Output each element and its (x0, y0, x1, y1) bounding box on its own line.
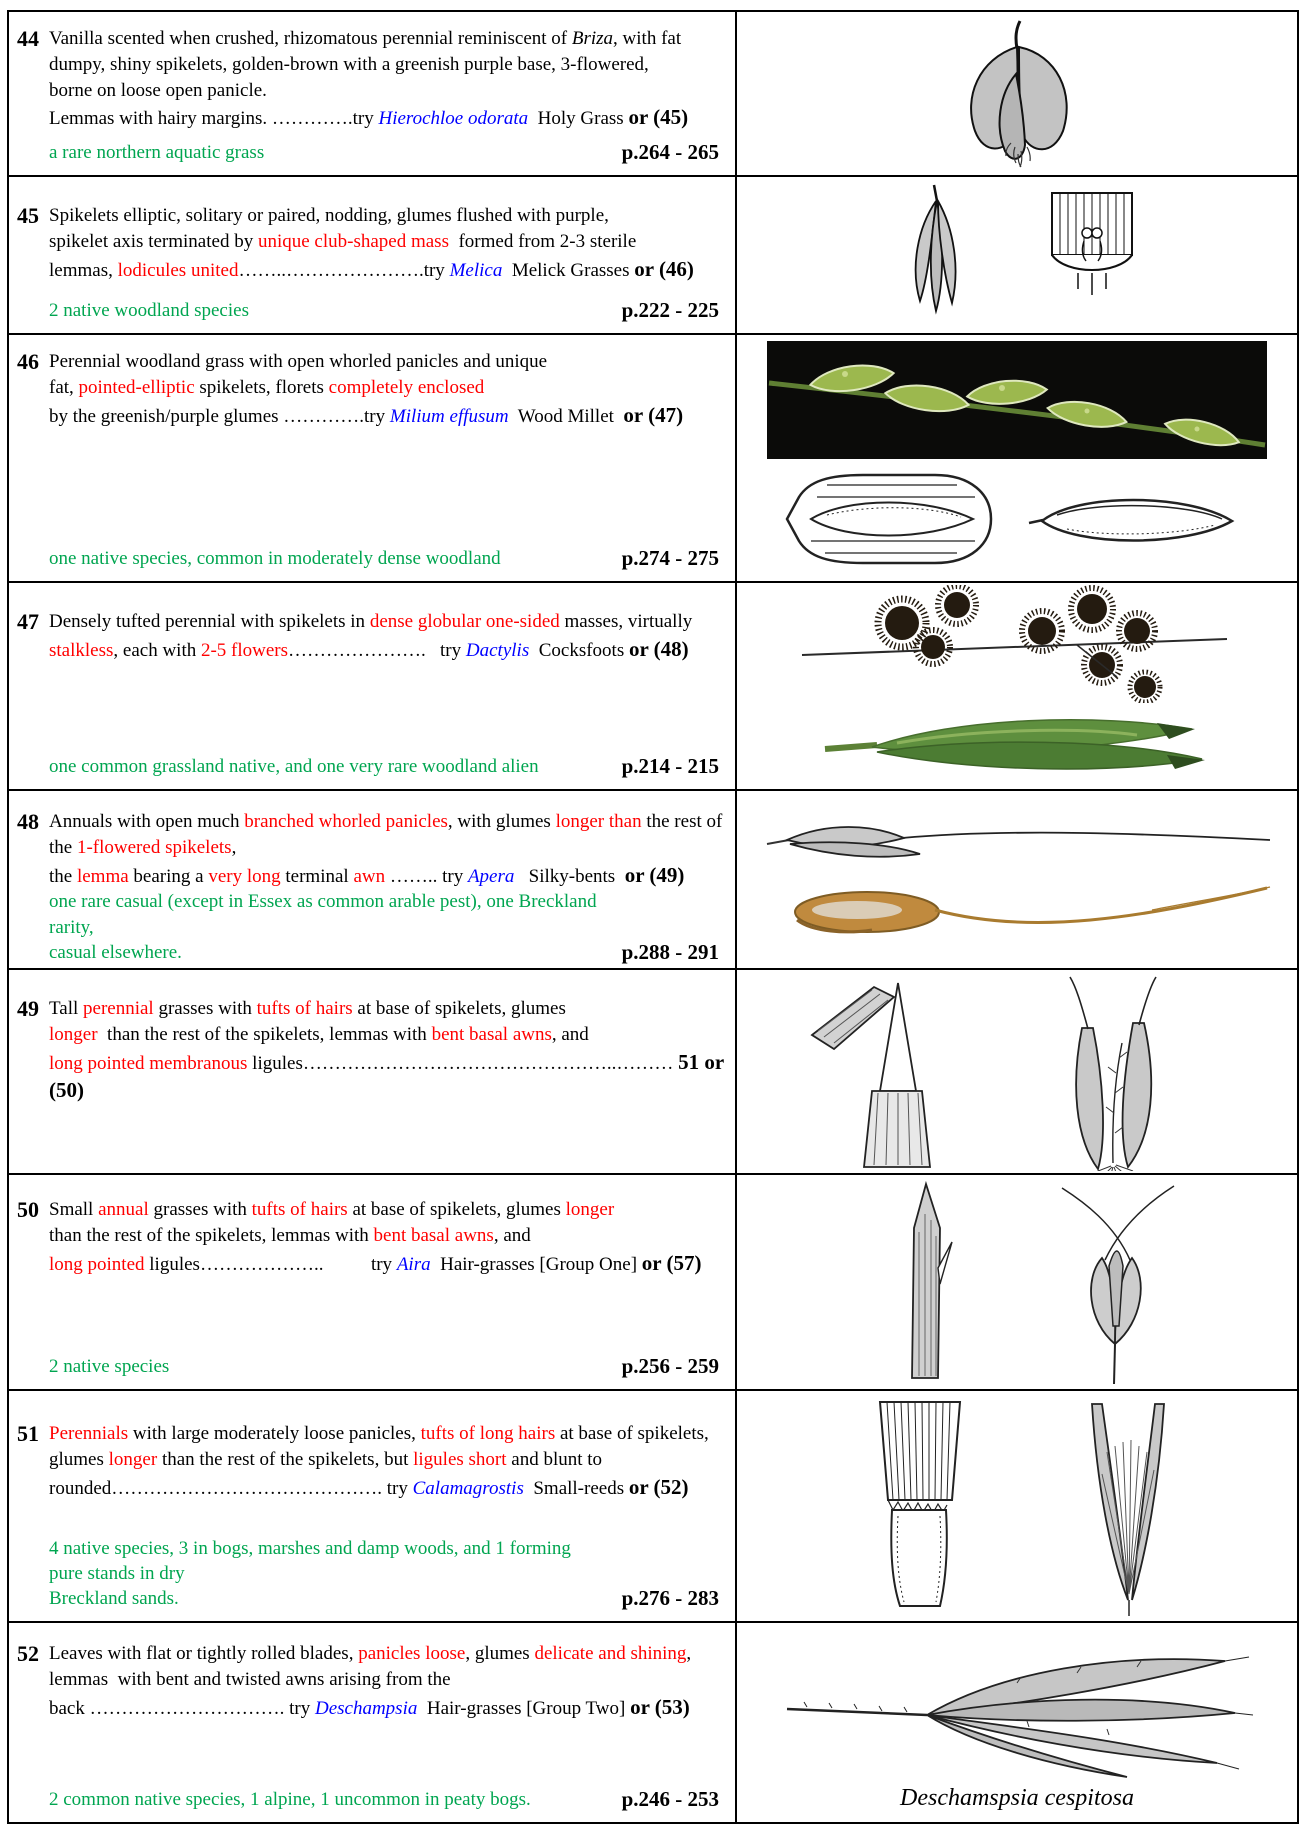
text-segment: or (45) (628, 105, 689, 130)
page-reference: p.264 - 265 (621, 140, 719, 164)
text-segment: borne on loose open panicle. (49, 79, 267, 101)
text-segment: Hair-grasses [Group One] (430, 1253, 642, 1275)
text-segment: lodicules united (117, 259, 239, 281)
entry-note (49, 298, 249, 323)
identification-key-table (7, 10, 1299, 1824)
entry-text-line (49, 1667, 727, 1693)
entry-text-line (49, 809, 727, 835)
text-segment: lemmas with bent and twisted awns arising from the (49, 1668, 451, 1690)
text-segment: Milium effusum (389, 405, 509, 427)
text-segment: , each with (113, 639, 201, 661)
entry-illustration-cell (736, 582, 1298, 790)
text-segment: at base of spikelets, glumes (347, 1199, 566, 1220)
entry-text-line (49, 1641, 727, 1667)
text-segment: ligules short (413, 1448, 507, 1470)
green-spikelet-photo (817, 707, 1217, 787)
entry-note (49, 140, 264, 165)
text-segment: the (49, 836, 77, 858)
text-segment: ligules……………….. try (144, 1253, 397, 1275)
text-segment: Hair-grasses [Group Two] (417, 1697, 631, 1719)
key-entry-44 (8, 11, 1298, 176)
page-reference: p.214 - 215 (621, 754, 719, 778)
text-segment: and blunt to (506, 1448, 603, 1470)
entry-text-cell (8, 582, 736, 790)
text-segment: or (57) (641, 1250, 702, 1275)
entry-text-line (49, 203, 727, 229)
text-segment: Melica (449, 259, 503, 281)
text-segment: by the greenish/purple glumes ………….try (49, 405, 390, 427)
pointed-ligule-and-hairy-spikelet-drawing (782, 973, 1252, 1171)
text-segment: Hierochloe odorata (378, 108, 529, 130)
text-segment: Tall (49, 998, 84, 1019)
text-segment: unique club-shaped mass (257, 230, 449, 252)
entry-note-line: 2 native species (49, 1355, 170, 1377)
text-segment: or (52) (628, 1474, 689, 1499)
text-segment: at base of spikelets, (555, 1423, 709, 1444)
text-segment: , glumes (465, 1643, 535, 1664)
text-segment: ……..………………….try (238, 259, 450, 281)
key-entry-51 (8, 1390, 1298, 1622)
entry-body (9, 1623, 735, 1721)
entry-text-line (49, 996, 727, 1022)
text-segment: Perennials (49, 1423, 129, 1444)
entry-text-line (49, 1197, 727, 1223)
entry-illustration-cell (736, 790, 1298, 969)
entry-text-line (49, 229, 727, 255)
text-segment: rounded……………………………………. try (49, 1477, 413, 1499)
entry-number: 48 (17, 809, 39, 834)
text-segment: than the rest of the spikelets, but (157, 1448, 414, 1470)
text-segment: longer than (555, 811, 642, 832)
text-segment: stalkless (49, 639, 114, 661)
text-segment: Densely tufted perennial with spikelets in (49, 611, 370, 632)
text-segment: panicles loose (358, 1643, 466, 1664)
entry-text-line (49, 375, 727, 401)
entry-note-line: casual elsewhere. (49, 941, 182, 963)
text-segment: back …………………………. try (49, 1697, 315, 1719)
text-segment: tufts of hairs (251, 1199, 348, 1220)
text-segment: awn (353, 865, 386, 887)
entry-body (9, 335, 735, 429)
page-reference: p.256 - 259 (621, 1354, 719, 1378)
key-entry-48 (8, 790, 1298, 969)
entry-illustration-cell (736, 176, 1298, 334)
entry-text-line (49, 1249, 727, 1278)
key-entry-46 (8, 334, 1298, 582)
text-segment: longer (49, 1023, 98, 1045)
entry-note (49, 546, 501, 571)
text-segment: , and (493, 1224, 531, 1246)
rolled-blade-and-crossed-awn-spikelet-drawing (822, 1178, 1212, 1386)
entry-body (9, 970, 735, 1105)
entry-number: 45 (17, 203, 39, 228)
text-segment: 51 or (50) (49, 1049, 730, 1103)
text-segment: formed from 2-3 sterile (448, 230, 637, 252)
entry-text-line (49, 1223, 727, 1249)
entry-text-line (49, 1447, 727, 1473)
text-segment: …………………. try (288, 639, 466, 661)
text-segment: long pointed (49, 1253, 145, 1275)
text-segment: bearing a (128, 865, 209, 887)
entry-text-line (49, 1022, 727, 1048)
text-segment: , with glumes (447, 811, 556, 832)
text-segment: Annuals with open much (49, 811, 245, 832)
fanned-spikelet-drawing (777, 1633, 1257, 1781)
text-segment: Lemmas with hairy margins. ………….try (49, 108, 379, 130)
text-segment: spikelet axis terminated by (49, 230, 258, 252)
entry-number: 44 (17, 26, 39, 51)
entry-body (9, 583, 735, 664)
text-segment: Small-reeds (523, 1477, 629, 1499)
entry-text-cell (8, 1622, 736, 1823)
text-segment: Holy Grass (528, 108, 629, 130)
text-segment: Small (49, 1199, 99, 1220)
text-segment: grasses with (153, 998, 257, 1019)
entry-text-line (49, 609, 727, 635)
entry-body (9, 177, 735, 283)
entry-number: 49 (17, 996, 39, 1021)
text-segment: Melick Grasses (502, 259, 635, 281)
entry-illustration-cell (736, 1174, 1298, 1390)
text-segment: ligules…………………………………………..……… (247, 1052, 679, 1074)
text-segment: at base of spikelets, glumes (352, 998, 566, 1019)
entry-text-line (49, 255, 727, 284)
text-segment: grasses with (148, 1199, 252, 1220)
entry-text-cell (8, 969, 736, 1174)
text-segment: or (47) (623, 402, 684, 427)
entry-text-line (49, 349, 727, 375)
text-segment: pointed-elliptic (78, 376, 195, 398)
entry-text-line (49, 1693, 727, 1722)
entry-note (49, 889, 608, 964)
text-segment: , (686, 1643, 692, 1664)
entry-text-cell (8, 176, 736, 334)
text-segment: 2-5 flowers (200, 639, 289, 661)
page-reference: p.288 - 291 (621, 939, 719, 964)
text-segment: completely enclosed (328, 376, 485, 398)
key-entry-49 (8, 969, 1298, 1174)
nodding-spikelet-and-ligule-drawing (862, 181, 1172, 329)
text-segment: or (46) (634, 256, 694, 281)
entry-note-line: one rare casual (except in Essex as common arable pest), one Breckland rarity, (49, 891, 597, 938)
entry-text-line (49, 401, 727, 430)
entry-text-cell (8, 790, 736, 969)
text-segment: Calamagrostis (412, 1477, 524, 1499)
entry-note (49, 1536, 608, 1611)
entry-text-line (49, 1473, 727, 1502)
entry-text-line (49, 861, 727, 890)
entry-text-cell (8, 1174, 736, 1390)
entry-text-line (49, 26, 727, 52)
text-segment: lemma (76, 865, 129, 887)
entry-text-line (49, 1048, 730, 1106)
entry-note (49, 754, 539, 779)
text-segment: glumes (49, 1448, 109, 1470)
text-segment: 1-flowered spikelets (76, 836, 232, 858)
entry-body (9, 791, 735, 889)
text-segment: Perennial woodland grass with open whorled panicles and unique (49, 351, 548, 372)
key-entry-47 (8, 582, 1298, 790)
entry-text-line (49, 103, 727, 132)
entry-body (9, 12, 735, 132)
text-segment: annual (98, 1199, 149, 1220)
text-segment: perennial (83, 998, 154, 1019)
page-reference: p.222 - 225 (621, 298, 719, 322)
entry-text-cell (8, 11, 736, 176)
page-reference: p.276 - 283 (621, 1586, 719, 1610)
globular-cluster-drawing (787, 585, 1247, 703)
long-awned-spikelet-drawing (752, 810, 1282, 868)
entry-note (49, 1354, 169, 1379)
text-segment: the rest of (641, 811, 723, 832)
enclosed-floret-and-elliptic-spikelet-drawing (767, 463, 1267, 575)
entry-body (9, 1391, 735, 1501)
text-segment: branched whorled panicles (244, 811, 448, 832)
illustration-caption: Deschamspsia cespitosa (900, 1785, 1134, 1811)
text-segment: or (53) (630, 1694, 690, 1719)
text-segment: fat, (49, 376, 79, 398)
awned-floret-photo (752, 872, 1282, 950)
text-segment: Leaves with flat or tightly rolled blades, (49, 1643, 359, 1664)
text-segment: , and (551, 1023, 589, 1045)
entry-illustration-cell (736, 334, 1298, 582)
text-segment: dense globular one-sided (369, 611, 560, 632)
entry-number: 46 (17, 349, 39, 374)
text-segment: Aira (396, 1253, 431, 1275)
text-segment: very long (208, 865, 281, 887)
text-segment: longer (108, 1448, 158, 1470)
entry-text-line (49, 52, 727, 78)
text-segment: than the rest of the spikelets, lemmas with (49, 1224, 374, 1246)
entry-note-line: Breckland sands. (49, 1587, 179, 1609)
hanging-fat-spikelet-drawing (907, 19, 1127, 169)
entry-number: 47 (17, 609, 39, 634)
text-segment: masses, virtually (559, 611, 693, 632)
text-segment: Silky-bents (514, 865, 625, 887)
text-segment: terminal (280, 865, 354, 887)
text-segment: the (49, 865, 77, 887)
text-segment: bent basal awns (431, 1023, 552, 1045)
page-reference: p.274 - 275 (621, 546, 719, 570)
entry-text-line (49, 635, 727, 664)
text-segment: Spikelets elliptic, solitary or paired, nodding, glumes flushed with purple, (49, 205, 609, 226)
text-segment: Apera (467, 865, 515, 887)
green-spikelets-photo (767, 341, 1267, 459)
text-segment: bent basal awns (373, 1224, 494, 1246)
entry-text-line (49, 835, 727, 861)
entry-number: 50 (17, 1197, 39, 1222)
entry-illustration-cell (736, 1622, 1298, 1823)
entry-text-cell (8, 334, 736, 582)
entry-note-line: 2 common native species, 1 alpine, 1 uncommon in peaty bogs. (49, 1788, 531, 1810)
text-segment: or (48) (628, 636, 689, 661)
entry-number: 52 (17, 1641, 39, 1666)
text-segment: longer (565, 1199, 615, 1220)
text-segment: …….. try (385, 865, 468, 887)
entry-illustration-cell (736, 969, 1298, 1174)
key-entry-45 (8, 176, 1298, 334)
entry-note-line: a rare northern aquatic grass (49, 141, 265, 163)
text-segment: , (231, 836, 237, 858)
entry-note-line: one native species, common in moderately dense woodland (49, 547, 501, 569)
entry-text-line (49, 1421, 727, 1447)
text-segment: Vanilla scented when crushed, rhizomatous perennial reminiscent of (49, 28, 572, 49)
text-segment: than the rest of the spikelets, lemmas with (97, 1023, 432, 1045)
text-segment: spikelets, florets (194, 376, 329, 398)
key-entry-50 (8, 1174, 1298, 1390)
text-segment: tufts of long hairs (420, 1423, 556, 1444)
entry-illustration-cell (736, 1390, 1298, 1622)
text-segment: Briza (571, 28, 614, 49)
text-segment: tufts of hairs (256, 998, 353, 1019)
short-ligule-and-hairy-glumes-drawing (792, 1394, 1242, 1618)
entry-note (49, 1787, 531, 1812)
text-segment: or (49) (624, 862, 685, 887)
text-segment: dumpy, shiny spikelets, golden-brown with a greenish purple base, 3-flowered, (49, 53, 649, 75)
entry-text-line (49, 78, 727, 104)
text-segment: , with fat (613, 28, 682, 49)
text-segment: long pointed membranous (49, 1052, 248, 1074)
entry-note-line: one common grassland native, and one very rare woodland alien (49, 755, 539, 777)
text-segment: Dactylis (465, 639, 530, 661)
text-segment: delicate and shining (534, 1643, 687, 1664)
entry-illustration-cell (736, 11, 1298, 176)
entry-text-cell (8, 1390, 736, 1622)
text-segment: Deschampsia (314, 1697, 418, 1719)
key-entry-52 (8, 1622, 1298, 1823)
entry-note-line: 2 native woodland species (49, 299, 249, 321)
text-segment: Cocksfoots (529, 639, 629, 661)
entry-number: 51 (17, 1421, 39, 1446)
entry-body (9, 1175, 735, 1277)
text-segment: lemmas, (49, 259, 118, 281)
entry-note-line: 4 native species, 3 in bogs, marshes and damp woods, and 1 forming pure stands in dry (49, 1537, 571, 1584)
page-reference: p.246 - 253 (621, 1787, 719, 1811)
text-segment: Wood Millet (508, 405, 624, 427)
text-segment: with large moderately loose panicles, (128, 1423, 421, 1444)
